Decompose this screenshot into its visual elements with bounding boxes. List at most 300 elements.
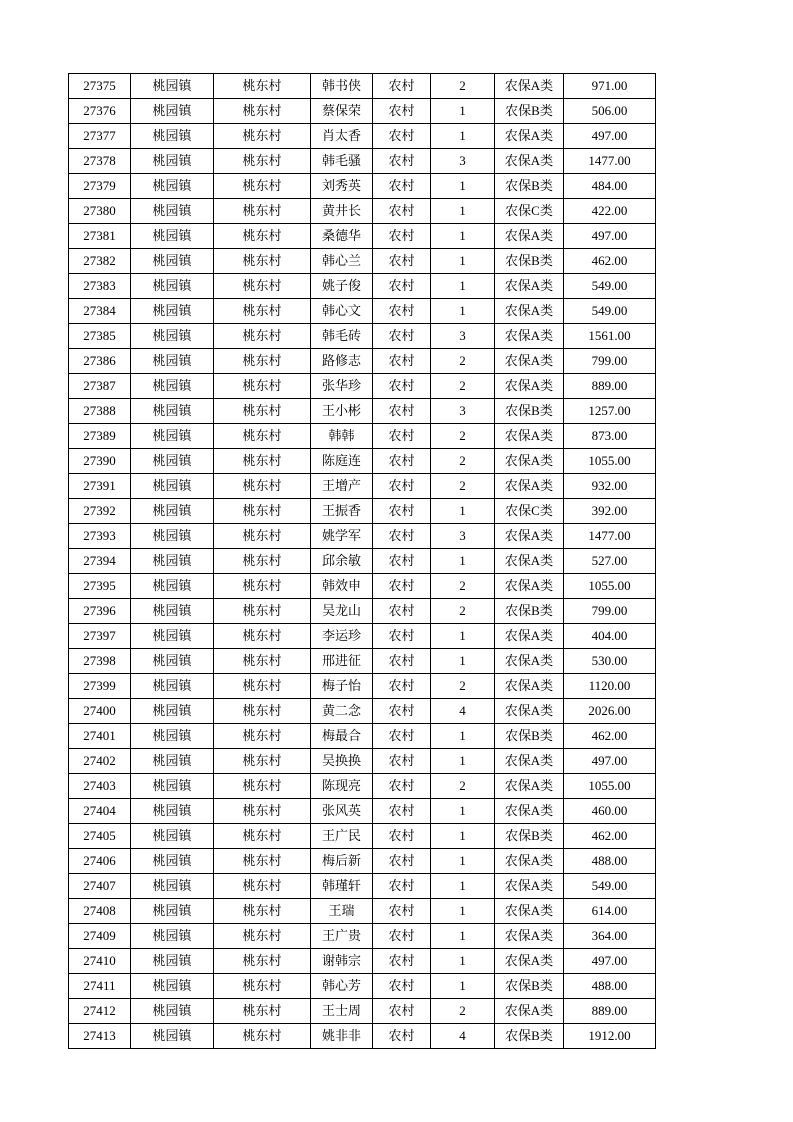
residence-type-cell: 农村 bbox=[373, 624, 431, 649]
residence-type-cell: 农村 bbox=[373, 724, 431, 749]
person-count-cell: 1 bbox=[431, 174, 495, 199]
person-count-cell: 1 bbox=[431, 824, 495, 849]
insurance-category-cell: 农保A类 bbox=[495, 849, 564, 874]
amount-cell: 1912.00 bbox=[564, 1024, 656, 1049]
person-count-cell: 1 bbox=[431, 749, 495, 774]
residence-type-cell: 农村 bbox=[373, 374, 431, 399]
record-id-cell: 27378 bbox=[69, 149, 131, 174]
record-id-cell: 27402 bbox=[69, 749, 131, 774]
person-name-cell: 陈庭连 bbox=[311, 449, 373, 474]
residence-type-cell: 农村 bbox=[373, 749, 431, 774]
person-name-cell: 王士周 bbox=[311, 999, 373, 1024]
village-cell: 桃东村 bbox=[214, 974, 311, 999]
record-id-cell: 27404 bbox=[69, 799, 131, 824]
person-count-cell: 2 bbox=[431, 74, 495, 99]
village-cell: 桃东村 bbox=[214, 74, 311, 99]
insurance-category-cell: 农保A类 bbox=[495, 549, 564, 574]
person-count-cell: 1 bbox=[431, 949, 495, 974]
table-row bbox=[69, 699, 656, 724]
town-cell: 桃园镇 bbox=[131, 724, 214, 749]
residence-type-cell: 农村 bbox=[373, 124, 431, 149]
insurance-category-cell: 农保A类 bbox=[495, 999, 564, 1024]
record-id-cell: 27382 bbox=[69, 249, 131, 274]
amount-cell: 614.00 bbox=[564, 899, 656, 924]
amount-cell: 1055.00 bbox=[564, 574, 656, 599]
town-cell: 桃园镇 bbox=[131, 574, 214, 599]
person-count-cell: 3 bbox=[431, 399, 495, 424]
record-id-cell: 27384 bbox=[69, 299, 131, 324]
record-id-cell: 27390 bbox=[69, 449, 131, 474]
person-count-cell: 2 bbox=[431, 374, 495, 399]
person-name-cell: 黄二念 bbox=[311, 699, 373, 724]
data-table bbox=[68, 73, 656, 1049]
table-row bbox=[69, 274, 656, 299]
residence-type-cell: 农村 bbox=[373, 874, 431, 899]
insurance-category-cell: 农保B类 bbox=[495, 99, 564, 124]
residence-type-cell: 农村 bbox=[373, 524, 431, 549]
person-name-cell: 王小彬 bbox=[311, 399, 373, 424]
person-count-cell: 2 bbox=[431, 774, 495, 799]
town-cell: 桃园镇 bbox=[131, 749, 214, 774]
village-cell: 桃东村 bbox=[214, 349, 311, 374]
insurance-category-cell: 农保A类 bbox=[495, 899, 564, 924]
record-id-cell: 27376 bbox=[69, 99, 131, 124]
insurance-category-cell: 农保A类 bbox=[495, 274, 564, 299]
document-sheet bbox=[68, 73, 656, 1049]
person-count-cell: 1 bbox=[431, 199, 495, 224]
record-id-cell: 27413 bbox=[69, 1024, 131, 1049]
amount-cell: 497.00 bbox=[564, 224, 656, 249]
residence-type-cell: 农村 bbox=[373, 199, 431, 224]
residence-type-cell: 农村 bbox=[373, 599, 431, 624]
person-count-cell: 1 bbox=[431, 874, 495, 899]
person-count-cell: 3 bbox=[431, 149, 495, 174]
village-cell: 桃东村 bbox=[214, 124, 311, 149]
amount-cell: 530.00 bbox=[564, 649, 656, 674]
table-row bbox=[69, 524, 656, 549]
residence-type-cell: 农村 bbox=[373, 299, 431, 324]
village-cell: 桃东村 bbox=[214, 99, 311, 124]
table-row bbox=[69, 599, 656, 624]
village-cell: 桃东村 bbox=[214, 449, 311, 474]
table-row bbox=[69, 299, 656, 324]
village-cell: 桃东村 bbox=[214, 649, 311, 674]
residence-type-cell: 农村 bbox=[373, 949, 431, 974]
insurance-category-cell: 农保B类 bbox=[495, 399, 564, 424]
person-count-cell: 2 bbox=[431, 349, 495, 374]
town-cell: 桃园镇 bbox=[131, 774, 214, 799]
record-id-cell: 27403 bbox=[69, 774, 131, 799]
person-name-cell: 韩毛砖 bbox=[311, 324, 373, 349]
residence-type-cell: 农村 bbox=[373, 849, 431, 874]
insurance-category-cell: 农保A类 bbox=[495, 649, 564, 674]
insurance-category-cell: 农保B类 bbox=[495, 974, 564, 999]
record-id-cell: 27386 bbox=[69, 349, 131, 374]
table-row bbox=[69, 574, 656, 599]
residence-type-cell: 农村 bbox=[373, 149, 431, 174]
residence-type-cell: 农村 bbox=[373, 799, 431, 824]
residence-type-cell: 农村 bbox=[373, 449, 431, 474]
town-cell: 桃园镇 bbox=[131, 949, 214, 974]
town-cell: 桃园镇 bbox=[131, 399, 214, 424]
town-cell: 桃园镇 bbox=[131, 224, 214, 249]
table-row bbox=[69, 724, 656, 749]
insurance-category-cell: 农保C类 bbox=[495, 199, 564, 224]
table-row bbox=[69, 1024, 656, 1049]
amount-cell: 506.00 bbox=[564, 99, 656, 124]
record-id-cell: 27397 bbox=[69, 624, 131, 649]
insurance-category-cell: 农保A类 bbox=[495, 324, 564, 349]
person-name-cell: 韩心文 bbox=[311, 299, 373, 324]
person-count-cell: 2 bbox=[431, 599, 495, 624]
record-id-cell: 27385 bbox=[69, 324, 131, 349]
record-id-cell: 27396 bbox=[69, 599, 131, 624]
amount-cell: 527.00 bbox=[564, 549, 656, 574]
town-cell: 桃园镇 bbox=[131, 199, 214, 224]
town-cell: 桃园镇 bbox=[131, 874, 214, 899]
person-name-cell: 梅最合 bbox=[311, 724, 373, 749]
record-id-cell: 27401 bbox=[69, 724, 131, 749]
person-name-cell: 韩效申 bbox=[311, 574, 373, 599]
amount-cell: 497.00 bbox=[564, 749, 656, 774]
amount-cell: 488.00 bbox=[564, 849, 656, 874]
village-cell: 桃东村 bbox=[214, 299, 311, 324]
person-name-cell: 邱余敏 bbox=[311, 549, 373, 574]
insurance-category-cell: 农保A类 bbox=[495, 349, 564, 374]
person-name-cell: 吴换换 bbox=[311, 749, 373, 774]
person-count-cell: 1 bbox=[431, 99, 495, 124]
insurance-category-cell: 农保A类 bbox=[495, 74, 564, 99]
residence-type-cell: 农村 bbox=[373, 424, 431, 449]
residence-type-cell: 农村 bbox=[373, 899, 431, 924]
residence-type-cell: 农村 bbox=[373, 174, 431, 199]
person-count-cell: 2 bbox=[431, 574, 495, 599]
table-row bbox=[69, 174, 656, 199]
amount-cell: 1477.00 bbox=[564, 524, 656, 549]
person-count-cell: 2 bbox=[431, 474, 495, 499]
residence-type-cell: 农村 bbox=[373, 99, 431, 124]
table-row bbox=[69, 624, 656, 649]
amount-cell: 971.00 bbox=[564, 74, 656, 99]
insurance-category-cell: 农保B类 bbox=[495, 824, 564, 849]
village-cell: 桃东村 bbox=[214, 149, 311, 174]
table-row bbox=[69, 749, 656, 774]
village-cell: 桃东村 bbox=[214, 949, 311, 974]
insurance-category-cell: 农保A类 bbox=[495, 624, 564, 649]
residence-type-cell: 农村 bbox=[373, 999, 431, 1024]
person-name-cell: 张风英 bbox=[311, 799, 373, 824]
table-row bbox=[69, 899, 656, 924]
person-count-cell: 1 bbox=[431, 549, 495, 574]
table-row bbox=[69, 399, 656, 424]
record-id-cell: 27377 bbox=[69, 124, 131, 149]
insurance-category-cell: 农保A类 bbox=[495, 424, 564, 449]
residence-type-cell: 农村 bbox=[373, 824, 431, 849]
insurance-category-cell: 农保A类 bbox=[495, 774, 564, 799]
record-id-cell: 27375 bbox=[69, 74, 131, 99]
village-cell: 桃东村 bbox=[214, 499, 311, 524]
insurance-category-cell: 农保A类 bbox=[495, 224, 564, 249]
person-name-cell: 韩韩 bbox=[311, 424, 373, 449]
village-cell: 桃东村 bbox=[214, 224, 311, 249]
amount-cell: 460.00 bbox=[564, 799, 656, 824]
table-row bbox=[69, 499, 656, 524]
table-row bbox=[69, 474, 656, 499]
person-name-cell: 王广贵 bbox=[311, 924, 373, 949]
village-cell: 桃东村 bbox=[214, 549, 311, 574]
table-row bbox=[69, 774, 656, 799]
town-cell: 桃园镇 bbox=[131, 999, 214, 1024]
record-id-cell: 27406 bbox=[69, 849, 131, 874]
record-id-cell: 27383 bbox=[69, 274, 131, 299]
person-count-cell: 1 bbox=[431, 124, 495, 149]
residence-type-cell: 农村 bbox=[373, 924, 431, 949]
town-cell: 桃园镇 bbox=[131, 624, 214, 649]
amount-cell: 932.00 bbox=[564, 474, 656, 499]
person-name-cell: 姚子俊 bbox=[311, 274, 373, 299]
person-name-cell: 姚非非 bbox=[311, 1024, 373, 1049]
village-cell: 桃东村 bbox=[214, 274, 311, 299]
residence-type-cell: 农村 bbox=[373, 774, 431, 799]
insurance-category-cell: 农保A类 bbox=[495, 874, 564, 899]
village-cell: 桃东村 bbox=[214, 749, 311, 774]
person-count-cell: 1 bbox=[431, 899, 495, 924]
residence-type-cell: 农村 bbox=[373, 474, 431, 499]
person-name-cell: 韩心芳 bbox=[311, 974, 373, 999]
town-cell: 桃园镇 bbox=[131, 299, 214, 324]
town-cell: 桃园镇 bbox=[131, 849, 214, 874]
person-count-cell: 3 bbox=[431, 524, 495, 549]
amount-cell: 1477.00 bbox=[564, 149, 656, 174]
insurance-category-cell: 农保B类 bbox=[495, 174, 564, 199]
person-name-cell: 姚学军 bbox=[311, 524, 373, 549]
insurance-category-cell: 农保A类 bbox=[495, 524, 564, 549]
town-cell: 桃园镇 bbox=[131, 599, 214, 624]
amount-cell: 488.00 bbox=[564, 974, 656, 999]
village-cell: 桃东村 bbox=[214, 374, 311, 399]
person-name-cell: 张华珍 bbox=[311, 374, 373, 399]
person-count-cell: 1 bbox=[431, 274, 495, 299]
table-row bbox=[69, 349, 656, 374]
table-row bbox=[69, 549, 656, 574]
person-name-cell: 肖太香 bbox=[311, 124, 373, 149]
record-id-cell: 27412 bbox=[69, 999, 131, 1024]
amount-cell: 462.00 bbox=[564, 824, 656, 849]
village-cell: 桃东村 bbox=[214, 524, 311, 549]
town-cell: 桃园镇 bbox=[131, 374, 214, 399]
person-count-cell: 1 bbox=[431, 224, 495, 249]
insurance-category-cell: 农保A类 bbox=[495, 924, 564, 949]
table-row bbox=[69, 124, 656, 149]
insurance-category-cell: 农保C类 bbox=[495, 499, 564, 524]
village-cell: 桃东村 bbox=[214, 849, 311, 874]
insurance-category-cell: 农保B类 bbox=[495, 724, 564, 749]
insurance-category-cell: 农保A类 bbox=[495, 749, 564, 774]
table-row bbox=[69, 924, 656, 949]
person-count-cell: 1 bbox=[431, 299, 495, 324]
person-name-cell: 王瑞 bbox=[311, 899, 373, 924]
town-cell: 桃园镇 bbox=[131, 474, 214, 499]
residence-type-cell: 农村 bbox=[373, 324, 431, 349]
person-count-cell: 4 bbox=[431, 1024, 495, 1049]
table-row bbox=[69, 99, 656, 124]
insurance-category-cell: 农保A类 bbox=[495, 374, 564, 399]
village-cell: 桃东村 bbox=[214, 774, 311, 799]
town-cell: 桃园镇 bbox=[131, 149, 214, 174]
table-row bbox=[69, 324, 656, 349]
village-cell: 桃东村 bbox=[214, 924, 311, 949]
town-cell: 桃园镇 bbox=[131, 124, 214, 149]
insurance-category-cell: 农保A类 bbox=[495, 674, 564, 699]
person-name-cell: 刘秀英 bbox=[311, 174, 373, 199]
person-name-cell: 蔡保荣 bbox=[311, 99, 373, 124]
amount-cell: 1120.00 bbox=[564, 674, 656, 699]
village-cell: 桃东村 bbox=[214, 324, 311, 349]
town-cell: 桃园镇 bbox=[131, 899, 214, 924]
record-id-cell: 27399 bbox=[69, 674, 131, 699]
residence-type-cell: 农村 bbox=[373, 674, 431, 699]
record-id-cell: 27391 bbox=[69, 474, 131, 499]
insurance-category-cell: 农保A类 bbox=[495, 124, 564, 149]
residence-type-cell: 农村 bbox=[373, 574, 431, 599]
amount-cell: 462.00 bbox=[564, 249, 656, 274]
insurance-category-cell: 农保B类 bbox=[495, 249, 564, 274]
person-count-cell: 1 bbox=[431, 724, 495, 749]
insurance-category-cell: 农保A类 bbox=[495, 949, 564, 974]
residence-type-cell: 农村 bbox=[373, 224, 431, 249]
village-cell: 桃东村 bbox=[214, 899, 311, 924]
table-row bbox=[69, 74, 656, 99]
village-cell: 桃东村 bbox=[214, 249, 311, 274]
amount-cell: 364.00 bbox=[564, 924, 656, 949]
person-count-cell: 2 bbox=[431, 674, 495, 699]
person-count-cell: 1 bbox=[431, 974, 495, 999]
village-cell: 桃东村 bbox=[214, 624, 311, 649]
village-cell: 桃东村 bbox=[214, 824, 311, 849]
residence-type-cell: 农村 bbox=[373, 499, 431, 524]
amount-cell: 2026.00 bbox=[564, 699, 656, 724]
residence-type-cell: 农村 bbox=[373, 349, 431, 374]
record-id-cell: 27405 bbox=[69, 824, 131, 849]
person-count-cell: 1 bbox=[431, 649, 495, 674]
residence-type-cell: 农村 bbox=[373, 274, 431, 299]
amount-cell: 404.00 bbox=[564, 624, 656, 649]
town-cell: 桃园镇 bbox=[131, 249, 214, 274]
table-row bbox=[69, 874, 656, 899]
table-row bbox=[69, 424, 656, 449]
person-count-cell: 1 bbox=[431, 624, 495, 649]
insurance-category-cell: 农保B类 bbox=[495, 1024, 564, 1049]
insurance-category-cell: 农保B类 bbox=[495, 599, 564, 624]
record-id-cell: 27395 bbox=[69, 574, 131, 599]
person-count-cell: 1 bbox=[431, 249, 495, 274]
amount-cell: 497.00 bbox=[564, 949, 656, 974]
person-name-cell: 梅子怡 bbox=[311, 674, 373, 699]
village-cell: 桃东村 bbox=[214, 599, 311, 624]
person-name-cell: 梅后新 bbox=[311, 849, 373, 874]
town-cell: 桃园镇 bbox=[131, 274, 214, 299]
village-cell: 桃东村 bbox=[214, 674, 311, 699]
town-cell: 桃园镇 bbox=[131, 174, 214, 199]
record-id-cell: 27410 bbox=[69, 949, 131, 974]
town-cell: 桃园镇 bbox=[131, 824, 214, 849]
insurance-category-cell: 农保A类 bbox=[495, 574, 564, 599]
table-row bbox=[69, 149, 656, 174]
person-name-cell: 桑德华 bbox=[311, 224, 373, 249]
record-id-cell: 27408 bbox=[69, 899, 131, 924]
record-id-cell: 27387 bbox=[69, 374, 131, 399]
table-row bbox=[69, 649, 656, 674]
village-cell: 桃东村 bbox=[214, 574, 311, 599]
amount-cell: 1561.00 bbox=[564, 324, 656, 349]
town-cell: 桃园镇 bbox=[131, 799, 214, 824]
village-cell: 桃东村 bbox=[214, 1024, 311, 1049]
person-name-cell: 李运珍 bbox=[311, 624, 373, 649]
village-cell: 桃东村 bbox=[214, 474, 311, 499]
person-count-cell: 2 bbox=[431, 424, 495, 449]
record-id-cell: 27388 bbox=[69, 399, 131, 424]
amount-cell: 392.00 bbox=[564, 499, 656, 524]
amount-cell: 1055.00 bbox=[564, 449, 656, 474]
table-body bbox=[69, 74, 656, 1049]
residence-type-cell: 农村 bbox=[373, 649, 431, 674]
amount-cell: 484.00 bbox=[564, 174, 656, 199]
town-cell: 桃园镇 bbox=[131, 699, 214, 724]
amount-cell: 422.00 bbox=[564, 199, 656, 224]
person-name-cell: 黄井长 bbox=[311, 199, 373, 224]
village-cell: 桃东村 bbox=[214, 699, 311, 724]
town-cell: 桃园镇 bbox=[131, 499, 214, 524]
person-name-cell: 吴龙山 bbox=[311, 599, 373, 624]
table-row bbox=[69, 224, 656, 249]
town-cell: 桃园镇 bbox=[131, 99, 214, 124]
amount-cell: 462.00 bbox=[564, 724, 656, 749]
residence-type-cell: 农村 bbox=[373, 699, 431, 724]
record-id-cell: 27409 bbox=[69, 924, 131, 949]
person-name-cell: 王广民 bbox=[311, 824, 373, 849]
table-row bbox=[69, 949, 656, 974]
person-name-cell: 邢进征 bbox=[311, 649, 373, 674]
residence-type-cell: 农村 bbox=[373, 549, 431, 574]
town-cell: 桃园镇 bbox=[131, 974, 214, 999]
person-name-cell: 韩书侠 bbox=[311, 74, 373, 99]
person-count-cell: 1 bbox=[431, 849, 495, 874]
insurance-category-cell: 农保A类 bbox=[495, 799, 564, 824]
table-row bbox=[69, 249, 656, 274]
town-cell: 桃园镇 bbox=[131, 924, 214, 949]
table-row bbox=[69, 799, 656, 824]
person-count-cell: 2 bbox=[431, 449, 495, 474]
table-row bbox=[69, 999, 656, 1024]
table-row bbox=[69, 374, 656, 399]
record-id-cell: 27389 bbox=[69, 424, 131, 449]
record-id-cell: 27398 bbox=[69, 649, 131, 674]
village-cell: 桃东村 bbox=[214, 874, 311, 899]
person-count-cell: 4 bbox=[431, 699, 495, 724]
residence-type-cell: 农村 bbox=[373, 74, 431, 99]
record-id-cell: 27392 bbox=[69, 499, 131, 524]
person-name-cell: 陈现亮 bbox=[311, 774, 373, 799]
table-row bbox=[69, 824, 656, 849]
table-row bbox=[69, 674, 656, 699]
record-id-cell: 27411 bbox=[69, 974, 131, 999]
town-cell: 桃园镇 bbox=[131, 349, 214, 374]
town-cell: 桃园镇 bbox=[131, 549, 214, 574]
village-cell: 桃东村 bbox=[214, 724, 311, 749]
record-id-cell: 27407 bbox=[69, 874, 131, 899]
amount-cell: 1055.00 bbox=[564, 774, 656, 799]
village-cell: 桃东村 bbox=[214, 799, 311, 824]
